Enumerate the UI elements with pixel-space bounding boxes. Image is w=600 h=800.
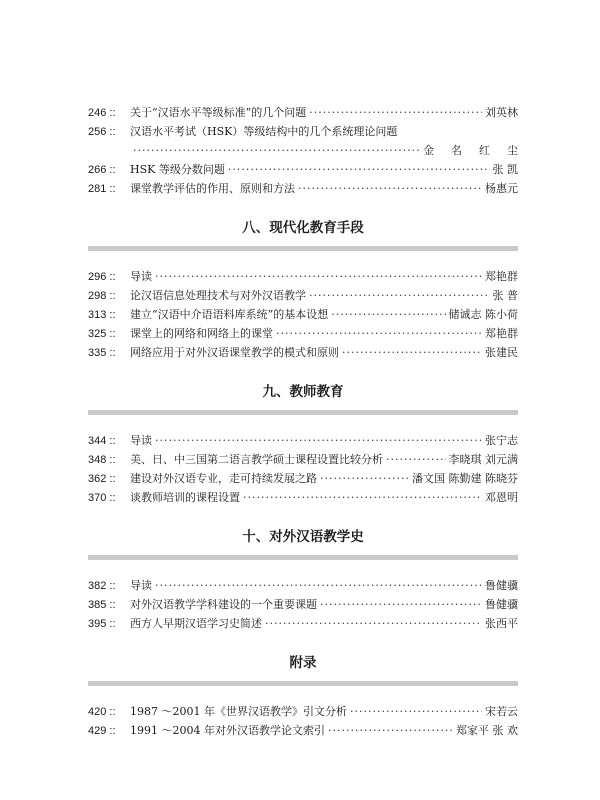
toc-entry-title: 网络应用于对外汉语课堂教学的模式和原则 bbox=[130, 346, 339, 359]
toc-entry-author: 郑艳群 bbox=[485, 270, 518, 283]
toc-entry-author: 邓恩明 bbox=[485, 491, 518, 504]
toc-section bbox=[88, 103, 535, 198]
toc-entry-author: 杨惠元 bbox=[485, 182, 518, 195]
toc-entry-title: 对外汉语教学学科建设的一个重要课题 bbox=[130, 598, 317, 611]
toc-entry[interactable] bbox=[88, 614, 518, 633]
toc-entry-title: 导读 bbox=[130, 579, 152, 592]
toc-entry-author: 李晓琪 刘元满 bbox=[448, 453, 518, 466]
toc-entry[interactable] bbox=[88, 488, 518, 507]
toc-entry[interactable] bbox=[88, 160, 518, 179]
toc-leader-dots bbox=[309, 103, 482, 122]
section-heading bbox=[88, 651, 518, 686]
toc-entry-title: 1987 ～2001 年《世界汉语教学》引文分析 bbox=[130, 705, 347, 718]
section-heading-text: 八、现代化教育手段 bbox=[242, 220, 364, 236]
toc-section bbox=[88, 702, 518, 740]
toc-entry-author: 张建民 bbox=[485, 346, 518, 359]
toc-entry[interactable] bbox=[88, 343, 518, 362]
toc-section bbox=[88, 431, 518, 507]
toc-entry-author: 潘文国 陈勤建 陈晓芬 bbox=[412, 472, 518, 485]
toc-page-number: 256 :: bbox=[88, 126, 116, 138]
toc-page-number: 382 :: bbox=[88, 580, 116, 592]
toc-leader-dots bbox=[228, 160, 490, 179]
toc-page-number: 344 :: bbox=[88, 435, 116, 447]
toc-leader-dots bbox=[342, 343, 482, 362]
section-heading bbox=[88, 525, 518, 560]
toc-leader-dots bbox=[309, 286, 490, 305]
toc-page-number: 429 :: bbox=[88, 725, 116, 737]
toc-entry-title: HSK 等级分数问题 bbox=[130, 163, 225, 176]
toc-entry-author: 宋若云 bbox=[485, 705, 518, 718]
toc-entry-author: 鲁健骥 bbox=[485, 579, 518, 592]
toc-entry[interactable] bbox=[88, 469, 518, 488]
toc-entry[interactable] bbox=[88, 450, 518, 469]
table-of-contents bbox=[88, 103, 535, 740]
toc-entry-title: 论汉语信息处理技术与对外汉语教学 bbox=[130, 289, 306, 302]
toc-page-number: 296 :: bbox=[88, 271, 116, 283]
toc-entry[interactable] bbox=[88, 595, 518, 614]
toc-entry-title: 建立“汉语中介语语料库系统”的基本设想 bbox=[130, 308, 329, 321]
toc-entry-author: 鲁健骥 bbox=[485, 598, 518, 611]
toc-section bbox=[88, 576, 518, 633]
toc-entry-author: 储诚志 陈小荷 bbox=[448, 308, 518, 321]
toc-leader-dots bbox=[155, 576, 482, 595]
toc-page-number: 385 :: bbox=[88, 599, 116, 611]
toc-entry-author: 张宁志 bbox=[485, 434, 518, 447]
toc-entry[interactable] bbox=[88, 576, 518, 595]
toc-leader-dots bbox=[155, 431, 482, 450]
toc-entry-title: 汉语水平考试（HSK）等级结构中的几个系统理论问题 bbox=[130, 125, 398, 138]
toc-entry-title: 美、日、中三国第二语言教学硕士课程设置比较分析 bbox=[130, 453, 383, 466]
toc-leader-dots bbox=[350, 702, 482, 721]
toc-section bbox=[88, 267, 518, 362]
toc-page-number: 362 :: bbox=[88, 473, 116, 485]
toc-entry-title: 建设对外汉语专业，走可持续发展之路 bbox=[130, 472, 317, 485]
toc-entry[interactable] bbox=[88, 305, 518, 324]
toc-page-number: 281 :: bbox=[88, 183, 116, 195]
toc-entry-title: 课堂上的网络和网络上的课堂 bbox=[130, 327, 273, 340]
toc-entry-title: 导读 bbox=[130, 270, 152, 283]
toc-page-number: 313 :: bbox=[88, 309, 116, 321]
section-heading-text: 九、教师教育 bbox=[262, 384, 344, 400]
toc-leader-dots bbox=[320, 595, 482, 614]
section-heading-text: 十、对外汉语教学史 bbox=[242, 529, 364, 545]
toc-entry-title: 西方人早期汉语学习史简述 bbox=[130, 617, 262, 630]
toc-entry[interactable] bbox=[88, 267, 518, 286]
toc-entry-author: 郑艳群 bbox=[485, 327, 518, 340]
toc-entry[interactable] bbox=[88, 122, 518, 141]
toc-page-number: 298 :: bbox=[88, 290, 116, 302]
toc-entry-continuation bbox=[88, 141, 535, 160]
toc-entry[interactable] bbox=[88, 324, 518, 343]
toc-entry[interactable] bbox=[88, 286, 518, 305]
section-heading bbox=[88, 380, 518, 415]
toc-entry-title: 导读 bbox=[130, 434, 152, 447]
toc-entry-title: 1991 ～2004 年对外汉语教学论文索引 bbox=[130, 724, 325, 737]
toc-page-number: 325 :: bbox=[88, 328, 116, 340]
toc-leader-dots bbox=[298, 179, 482, 198]
toc-leader-dots bbox=[265, 614, 482, 633]
toc-page-number: 335 :: bbox=[88, 347, 116, 359]
toc-leader-dots bbox=[386, 450, 446, 469]
toc-leader-dots bbox=[133, 141, 420, 160]
toc-entry-title: 课堂教学评估的作用、原则和方法 bbox=[130, 182, 295, 195]
toc-leader-dots bbox=[328, 721, 453, 740]
toc-entry-author: 金名红尘 bbox=[423, 144, 535, 157]
toc-leader-dots bbox=[155, 267, 482, 286]
toc-page-number: 420 :: bbox=[88, 706, 116, 718]
toc-entry[interactable] bbox=[88, 431, 518, 450]
toc-entry-title: 谈教师培训的课程设置 bbox=[130, 491, 240, 504]
toc-entry[interactable] bbox=[88, 103, 518, 122]
toc-entry[interactable] bbox=[88, 721, 518, 740]
toc-leader-dots bbox=[243, 488, 482, 507]
toc-page-number: 348 :: bbox=[88, 454, 116, 466]
toc-entry[interactable] bbox=[88, 702, 518, 721]
toc-leader-dots bbox=[276, 324, 482, 343]
toc-page-number: 266 :: bbox=[88, 164, 116, 176]
toc-entry-author: 张 凯 bbox=[492, 163, 518, 176]
toc-entry-author: 刘英林 bbox=[485, 106, 518, 119]
section-heading-text: 附录 bbox=[289, 655, 317, 671]
toc-entry-author: 张 普 bbox=[492, 289, 518, 302]
toc-entry-author: 张西平 bbox=[485, 617, 518, 630]
toc-entry[interactable] bbox=[88, 179, 518, 198]
toc-leader-dots bbox=[331, 305, 445, 324]
toc-page-number: 370 :: bbox=[88, 492, 116, 504]
toc-entry-title: 关于“汉语水平等级标准”的几个问题 bbox=[130, 106, 307, 119]
toc-leader-dots bbox=[320, 469, 409, 488]
toc-entry-author: 郑家平 张 欢 bbox=[456, 724, 518, 737]
toc-page-number: 395 :: bbox=[88, 618, 116, 630]
toc-page-number: 246 :: bbox=[88, 107, 116, 119]
section-heading bbox=[88, 216, 518, 251]
